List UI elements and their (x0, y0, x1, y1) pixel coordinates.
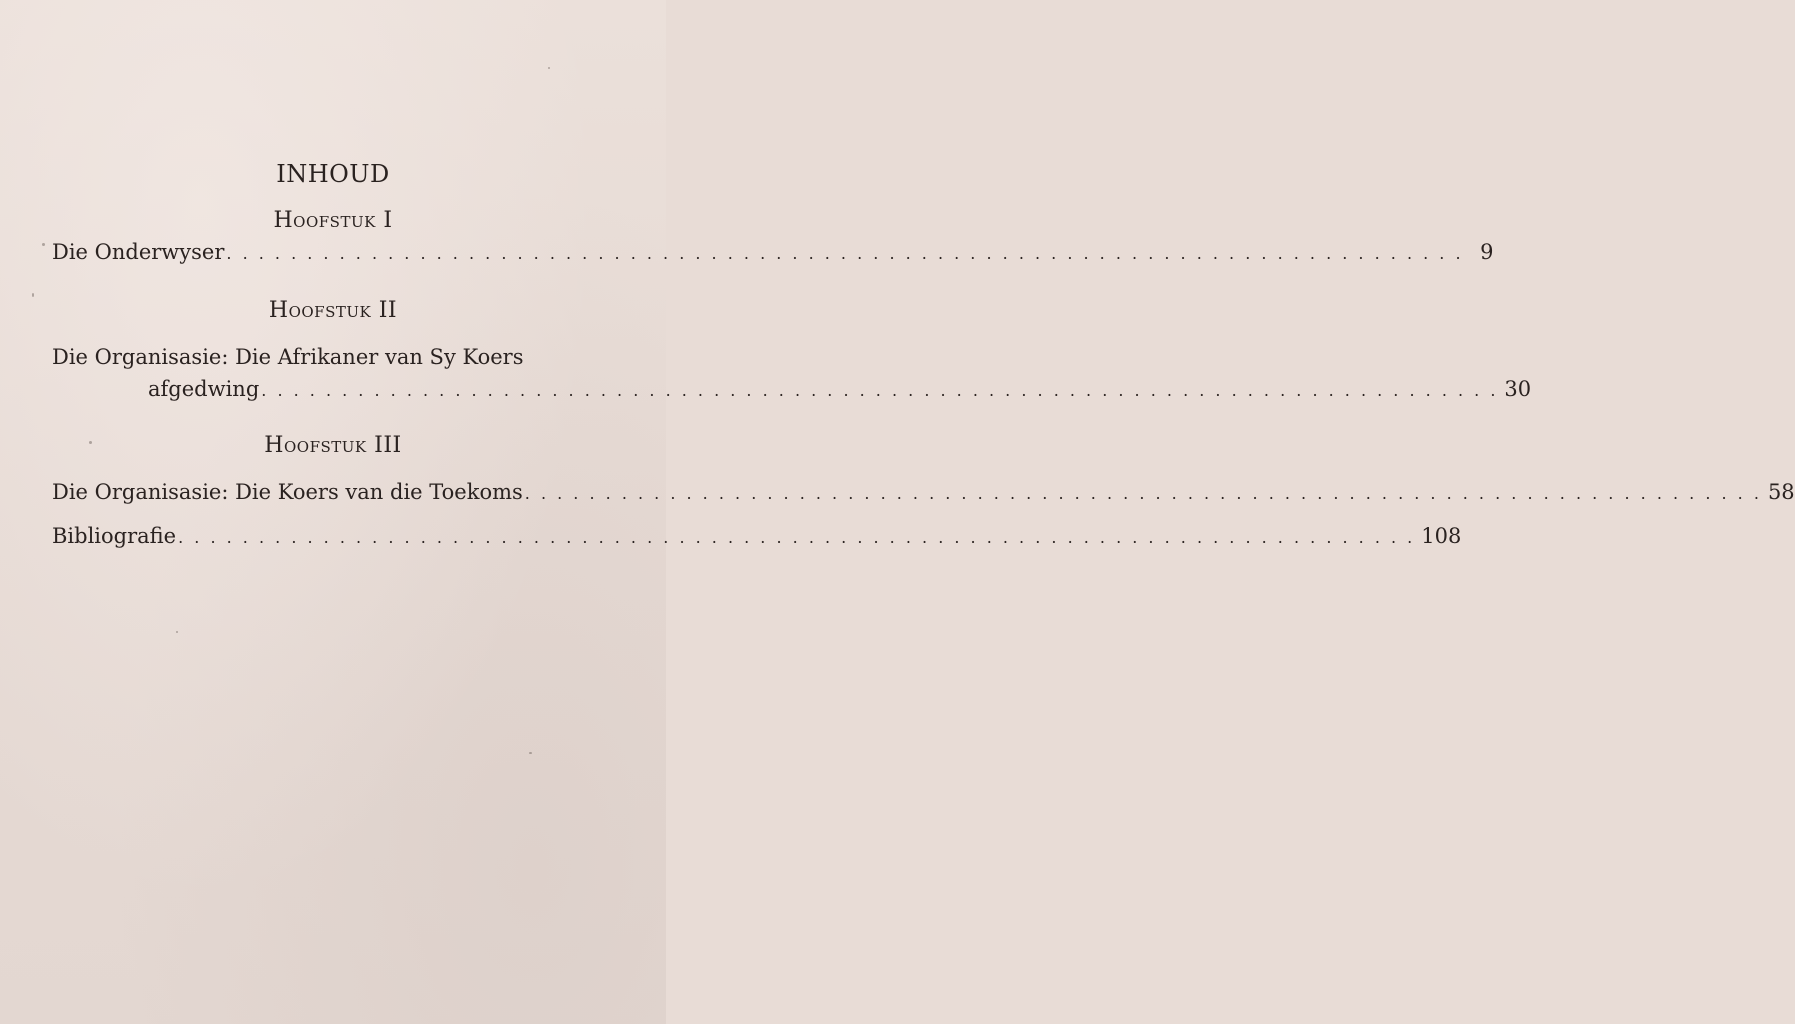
toc-entry-text-line1: Die Organisasie: Die Afrikaner van Sy Koers (52, 345, 524, 369)
chapter-numeral: II (378, 298, 398, 323)
toc-entry-afrikaner (52, 342, 1532, 406)
chapter-heading-1 (0, 208, 666, 233)
chapter-numeral: I (383, 208, 393, 233)
toc-entry-toekoms (52, 477, 1795, 509)
toc-entry-text: Die Onderwyser (52, 240, 225, 264)
toc-entry-text: Die Organisasie: Die Koers van die Toekoms (52, 480, 523, 504)
chapter-word: Hoofstuk (268, 298, 372, 323)
toc-entry-text: Bibliografie (52, 524, 177, 548)
toc-title: INHOUD (276, 160, 390, 188)
toc-entry-page: 108 (1421, 524, 1462, 548)
toc-entry-page: 30 (1504, 377, 1532, 401)
dot-leader (261, 376, 1498, 406)
chapter-heading-2 (0, 298, 666, 323)
chapter-numeral: III (374, 433, 402, 458)
dot-leader (226, 239, 1463, 269)
toc-entry-onderwyser (52, 237, 1494, 269)
dot-leader (178, 523, 1415, 553)
toc-entry-page: 9 (1480, 240, 1494, 264)
dot-leader (525, 479, 1762, 509)
toc-entry-text-line2: afgedwing (148, 377, 260, 401)
chapter-word: Hoofstuk (273, 208, 376, 233)
toc-entry-page: 58 (1767, 480, 1795, 504)
toc-entry-bibliografie (52, 521, 1462, 553)
chapter-word: Hoofstuk (264, 433, 367, 458)
chapter-heading-3 (0, 433, 666, 458)
